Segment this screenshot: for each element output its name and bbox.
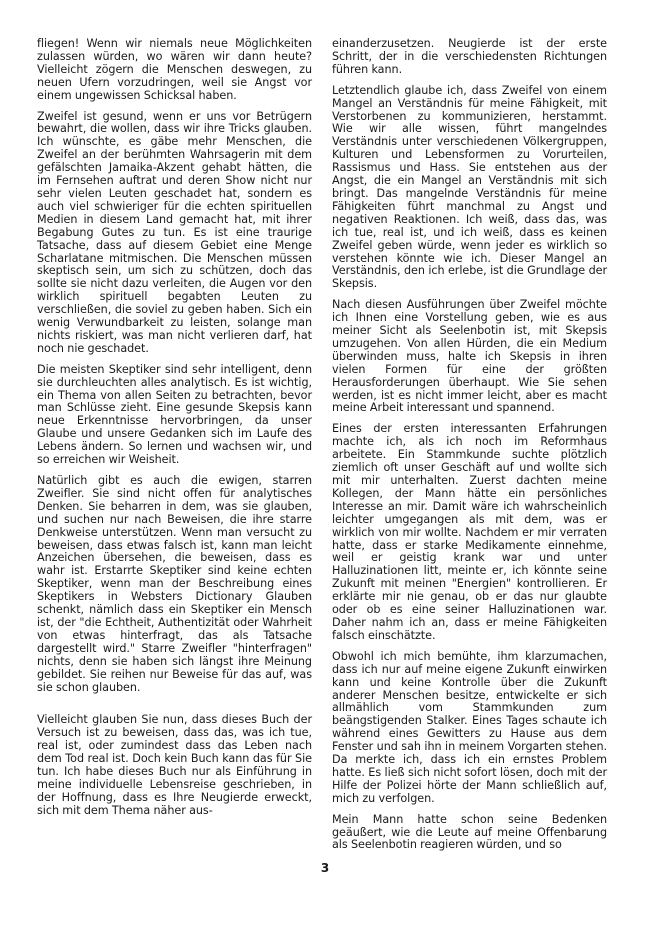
page-number: 3 bbox=[320, 861, 330, 875]
paragraph: Obwohl ich mich bemühte, ihm klarzumachen, dass ich nur auf meine eigene Zukunft einwirken kann und keine Kontrolle über die Zukunft anderer Menschen besitze, entwickelte er sich allmählich vom Stammkunden zum beängstigenden Stalker. Eines Tages schaute ich während eines Gewitters zu Hause aus dem Fenster und sah ihn in meinem Vorgarten stehen. Da merkte ich, dass ich ein ernstes Problem hatte. Es ließ sich nicht sofort lösen, doch mit der Hilfe der Polizei hörte der Mann schließlich auf, mich zu verfolgen. bbox=[332, 649, 607, 805]
right-column bbox=[332, 38, 607, 860]
paragraph: Letztendlich glaube ich, dass Zweifel von einem Mangel an Verständnis für meine Fähigkeit, mit Verstorbenen zu kommunizieren, herstammt. Wie wir alle wissen, führt mangelndes Verständnis unter verschiedenen Völkergruppen, Kulturen und Lebensformen zu Vorurteilen, Rassismus und Hass. Sie entstehen aus der Angst, die ein Mangel an Verständnis mit sich bringt. Das mangelnde Verständnis für meine Fähigkeiten führt manchmal zu Angst und negativen Reaktionen. Ich weiß, dass das, was ich tue, real ist, und ich weiß, dass es keinen Zweifel geben würde, wenn jeder es wirklich so verstehen könnte wie ich. Dieser Mangel an Verständnis, den ich erlebe, ist die Grundlage der Skepsis. bbox=[332, 83, 607, 291]
paragraph: Eines der ersten interessanten Erfahrungen machte ich, als ich noch im Reformhaus arbeitete. Ein Stammkunde suchte plötzlich ziemlich oft unser Geschäft auf und wollte sich mit mir unterhalten. Zuerst dachten meine Kollegen, der Mann hätte ein persönliches Interesse an mir. Damit wäre ich wahrscheinlich leichter umgegangen als mit dem, was er wirklich von mir wollte. Nachdem er mir verraten hatte, dass er starke Medikamente einnehme, weil er geistig krank war und unter Halluzinationen litt, meinte er, ich könnte seine Zukunft mit meinen "Energien" kontrollieren. Er erklärte mir nie genau, ob er das nur glaubte oder ob es eine seiner Halluzinationen war. Daher nahm ich an, dass er meine Fähigkeiten falsch einschätzte. bbox=[332, 422, 607, 642]
paragraph: fliegen! Wenn wir niemals neue Möglichkeiten zulassen würden, wo wären wir dann heute? Vielleicht zögern die Menschen deswegen, zu neuen Ufern vorzudringen, weil sie Angst vor einem ungewissen Schicksal haben. bbox=[37, 37, 312, 102]
left-column bbox=[37, 38, 312, 826]
paragraph: Die meisten Skeptiker sind sehr intelligent, denn sie durchleuchten alles analytisch. Es ist wichtig, ein Thema von allen Seiten zu betrachten, bevor man Schlüsse zieht. Eine gesunde Skepsis kann neue Erkenntnisse hervorbringen, da unser Glaube und unsere Gedanken sich im Laufe des Lebens ändern. So lernen und wachsen wir, und so erreichen wir Weisheit. bbox=[37, 362, 312, 467]
paragraph: Mein Mann hatte schon seine Bedenken geäußert, wie die Leute auf meine Offenbarung als Seelenbotin reagieren würden, und so bbox=[332, 812, 607, 852]
paragraph: einanderzusetzen. Neugierde ist der erste Schritt, der in die verschiedensten Richtungen führen kann. bbox=[332, 37, 607, 76]
paragraph: Zweifel ist gesund, wenn er uns vor Betrügern bewahrt, die wollen, dass wir ihre Tricks glauben. Ich wünschte, es gäbe mehr Menschen, die Zweifel an der berühmten Wahrsagerin mit dem gefälschten Jamaika-Akzent gehabt hätten, die im Fernsehen auftrat und deren Show nicht nur sehr vielen Leuten geschadet hat, sondern es auch viel schwieriger für die echten spirituellen Medien in diesem Land gemacht hat, mit ihrer Begabung Gutes zu tun. Es ist eine traurige Tatsache, dass auf diesem Gebiet eine Menge Scharlatane mitmischen. Die Menschen müssen skeptisch sein, um sich zu schützen, doch das sollte sie nicht dazu verleiten, die Augen vor den wirklich spirituell begabten Leuten zu verschließen, die soviel zu geben haben. Sich ein wenig Verwundbarkeit zu leisten, solange man nichts riskiert, was man nicht verlieren darf, hat noch nie geschadet. bbox=[37, 109, 312, 355]
paragraph: Vielleicht glauben Sie nun, dass dieses Buch der Versuch ist zu beweisen, dass das, was ich tue, real ist, oder zumindest dass das Leben nach dem Tod real ist. Doch kein Buch kann das für Sie tun. Ich habe dieses Buch nur als Einführung in meine individuelle Lebensreise geschrieben, in der Hoffnung, dass es Ihre Neugierde erweckt, sich mit dem Thema näher aus- bbox=[37, 713, 312, 817]
paragraph: Nach diesen Ausführungen über Zweifel möchte ich Ihnen eine Vorstellung geben, wie es aus meiner Sicht als Seelenbotin ist, mit Skepsis umzugehen. Von allen Hürden, die ein Medium überwinden muss, halte ich Skepsis in ihren vielen Formen für eine der größten Herausforderungen überhaupt. Wie Sie sehen werden, ist es nicht immer leicht, aber es macht meine Arbeit interessant und spannend. bbox=[332, 298, 607, 415]
paragraph: Natürlich gibt es auch die ewigen, starren Zweifler. Sie sind nicht offen für analytisches Denken. Sie beharren in dem, was sie glauben, und suchen nur nach Beweisen, die ihre starre Denkweise unterstützen. Wenn man versucht zu beweisen, dass etwas falsch ist, kann man leicht Anzeichen übersehen, die beweisen, dass es wahr ist. Erstarrte Skeptiker sind keine echten Skeptiker, wenn man der Beschreibung eines Skeptikers in Websters Dictionary Glauben schenkt, nämlich dass ein Skeptiker ein Mensch ist, der "die Echtheit, Authentizität oder Wahrheit von etwas hinterfragt, das als Tatsache dargestellt wird." Starre Zweifler "hinterfragen" nichts, denn sie haben sich längst ihre Meinung gebildet. Sie reihen nur Beweise für das auf, was sie schon glauben. bbox=[37, 474, 312, 694]
